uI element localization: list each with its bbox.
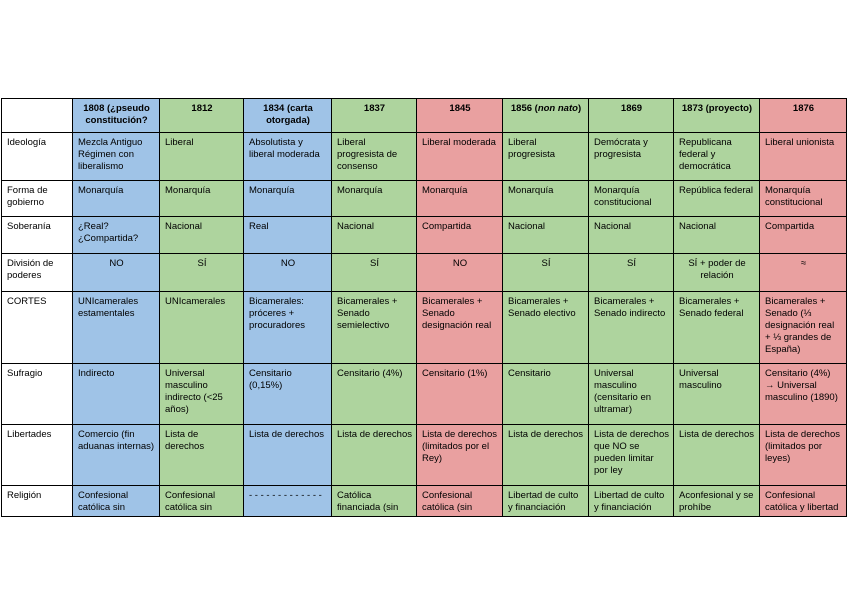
cell-cortes-1834: Bicamerales: próceres + procuradores (244, 292, 332, 364)
row-division-poderes (2, 254, 847, 292)
header-1876: 1876 (760, 99, 847, 133)
cell-forma-1869: Monarquía constitucional (589, 181, 674, 217)
row-label-soberania: Soberanía (2, 217, 73, 254)
cell-cortes-1869: Bicamerales + Senado indirecto (589, 292, 674, 364)
cell-sufragio-1869: Universal masculino (censitario en ultramar) (589, 364, 674, 425)
header-1856-year: 1856 ( (510, 103, 538, 114)
cell-division-1837: SÍ (332, 254, 417, 292)
cell-cortes-1812: UNIcamerales (160, 292, 244, 364)
cell-soberania-1812: Nacional (160, 217, 244, 254)
cell-ideologia-1837: Liberal progresista de consenso (332, 133, 417, 181)
row-label-libertades: Libertades (2, 425, 73, 486)
cell-cortes-1845: Bicamerales + Senado designación real (417, 292, 503, 364)
cell-religion-1834: - - - - - - - - - - - - - (244, 486, 332, 517)
cell-cortes-1873: Bicamerales + Senado federal (674, 292, 760, 364)
cell-libertades-1837: Lista de derechos (332, 425, 417, 486)
cell-libertades-1869: Lista de derechos que NO se pueden limitar por ley (589, 425, 674, 486)
cell-forma-1808: Monarquía (73, 181, 160, 217)
cell-libertades-1845: Lista de derechos (limitados por el Rey) (417, 425, 503, 486)
header-corner-cell (2, 99, 73, 133)
cell-division-1845: NO (417, 254, 503, 292)
cell-forma-1837: Monarquía (332, 181, 417, 217)
cell-sufragio-1837: Censitario (4%) (332, 364, 417, 425)
row-forma-gobierno (2, 181, 847, 217)
cell-religion-1837: Católica financiada (sin (332, 486, 417, 517)
header-1837: 1837 (332, 99, 417, 133)
row-label-forma-gobierno: Forma de gobierno (2, 181, 73, 217)
cell-sufragio-1856: Censitario (503, 364, 589, 425)
cell-forma-1845: Monarquía (417, 181, 503, 217)
cell-religion-1873: Aconfesional y se prohíbe (674, 486, 760, 517)
cell-sufragio-1834: Censitario (0,15%) (244, 364, 332, 425)
cell-religion-1856: Libertad de culto y financiación (503, 486, 589, 517)
cell-religion-1845: Confesional católica (sin (417, 486, 503, 517)
cell-division-1856: SÍ (503, 254, 589, 292)
cell-soberania-1856: Nacional (503, 217, 589, 254)
cell-forma-1834: Monarquía (244, 181, 332, 217)
cell-soberania-1869: Nacional (589, 217, 674, 254)
cell-religion-1876: Confesional católica y libertad (760, 486, 847, 517)
cell-ideologia-1845: Liberal moderada (417, 133, 503, 181)
cell-libertades-1808: Comercio (fin aduanas internas) (73, 425, 160, 486)
cell-division-1869: SÍ (589, 254, 674, 292)
cell-cortes-1856: Bicamerales + Senado electivo (503, 292, 589, 364)
row-label-ideologia: Ideología (2, 133, 73, 181)
cell-libertades-1876: Lista de derechos (limitados por leyes) (760, 425, 847, 486)
cell-ideologia-1856: Liberal progresista (503, 133, 589, 181)
row-label-cortes: CORTES (2, 292, 73, 364)
cell-ideologia-1812: Liberal (160, 133, 244, 181)
cell-ideologia-1808: Mezcla Antiguo Régimen con liberalismo (73, 133, 160, 181)
cell-division-1876: ≈ (760, 254, 847, 292)
row-label-sufragio: Sufragio (2, 364, 73, 425)
cell-division-1873: SÍ + poder de relación (674, 254, 760, 292)
cell-soberania-1808: ¿Real? ¿Compartida? (73, 217, 160, 254)
cell-soberania-1834: Real (244, 217, 332, 254)
header-1812: 1812 (160, 99, 244, 133)
cell-soberania-1837: Nacional (332, 217, 417, 254)
cell-forma-1876: Monarquía constitucional (760, 181, 847, 217)
header-1869: 1869 (589, 99, 674, 133)
cell-cortes-1837: Bicamerales + Senado semielectivo (332, 292, 417, 364)
row-soberania (2, 217, 847, 254)
row-religion (2, 486, 847, 517)
cell-ideologia-1876: Liberal unionista (760, 133, 847, 181)
row-sufragio (2, 364, 847, 425)
header-1856-close: ) (577, 103, 582, 114)
header-1808: 1808 (¿pseudo constitución? (73, 99, 160, 133)
row-libertades (2, 425, 847, 486)
row-label-religion: Religión (2, 486, 73, 517)
cell-forma-1812: Monarquía (160, 181, 244, 217)
cell-division-1808: NO (73, 254, 160, 292)
cell-sufragio-1808: Indirecto (73, 364, 160, 425)
row-ideologia (2, 133, 847, 181)
header-1873: 1873 (proyecto) (674, 99, 760, 133)
cell-religion-1812: Confesional católica sin (160, 486, 244, 517)
header-1856 (503, 99, 589, 133)
cell-forma-1856: Monarquía (503, 181, 589, 217)
cell-religion-1869: Libertad de culto y financiación (589, 486, 674, 517)
cell-division-1812: SÍ (160, 254, 244, 292)
cell-cortes-1876: Bicamerales + Senado (⅓ designación real + ⅓ grandes de España) (760, 292, 847, 364)
row-label-division-poderes: División de poderes (2, 254, 73, 292)
cell-soberania-1876: Compartida (760, 217, 847, 254)
header-row (2, 99, 847, 133)
cell-ideologia-1869: Demócrata y progresista (589, 133, 674, 181)
cell-sufragio-1812: Universal masculino indirecto (<25 años) (160, 364, 244, 425)
cell-ideologia-1834: Absolutista y liberal moderada (244, 133, 332, 181)
cell-sufragio-1876: Censitario (4%) → Universal masculino (1890) (760, 364, 847, 425)
cell-division-1834: NO (244, 254, 332, 292)
cell-sufragio-1845: Censitario (1%) (417, 364, 503, 425)
header-1856-note: non nato (537, 103, 578, 114)
cell-libertades-1834: Lista de derechos (244, 425, 332, 486)
cell-libertades-1856: Lista de derechos (503, 425, 589, 486)
cell-forma-1873: República federal (674, 181, 760, 217)
cell-soberania-1845: Compartida (417, 217, 503, 254)
cell-religion-1808: Confesional católica sin (73, 486, 160, 517)
cell-cortes-1808: UNIcamerales estamentales (73, 292, 160, 364)
header-1834: 1834 (carta otorgada) (244, 99, 332, 133)
cell-libertades-1812: Lista de derechos (160, 425, 244, 486)
cell-sufragio-1873: Universal masculino (674, 364, 760, 425)
row-cortes (2, 292, 847, 364)
cell-soberania-1873: Nacional (674, 217, 760, 254)
constitutions-comparison-table (1, 98, 847, 517)
header-1845: 1845 (417, 99, 503, 133)
cell-ideologia-1873: Republicana federal y democrática (674, 133, 760, 181)
cell-libertades-1873: Lista de derechos (674, 425, 760, 486)
